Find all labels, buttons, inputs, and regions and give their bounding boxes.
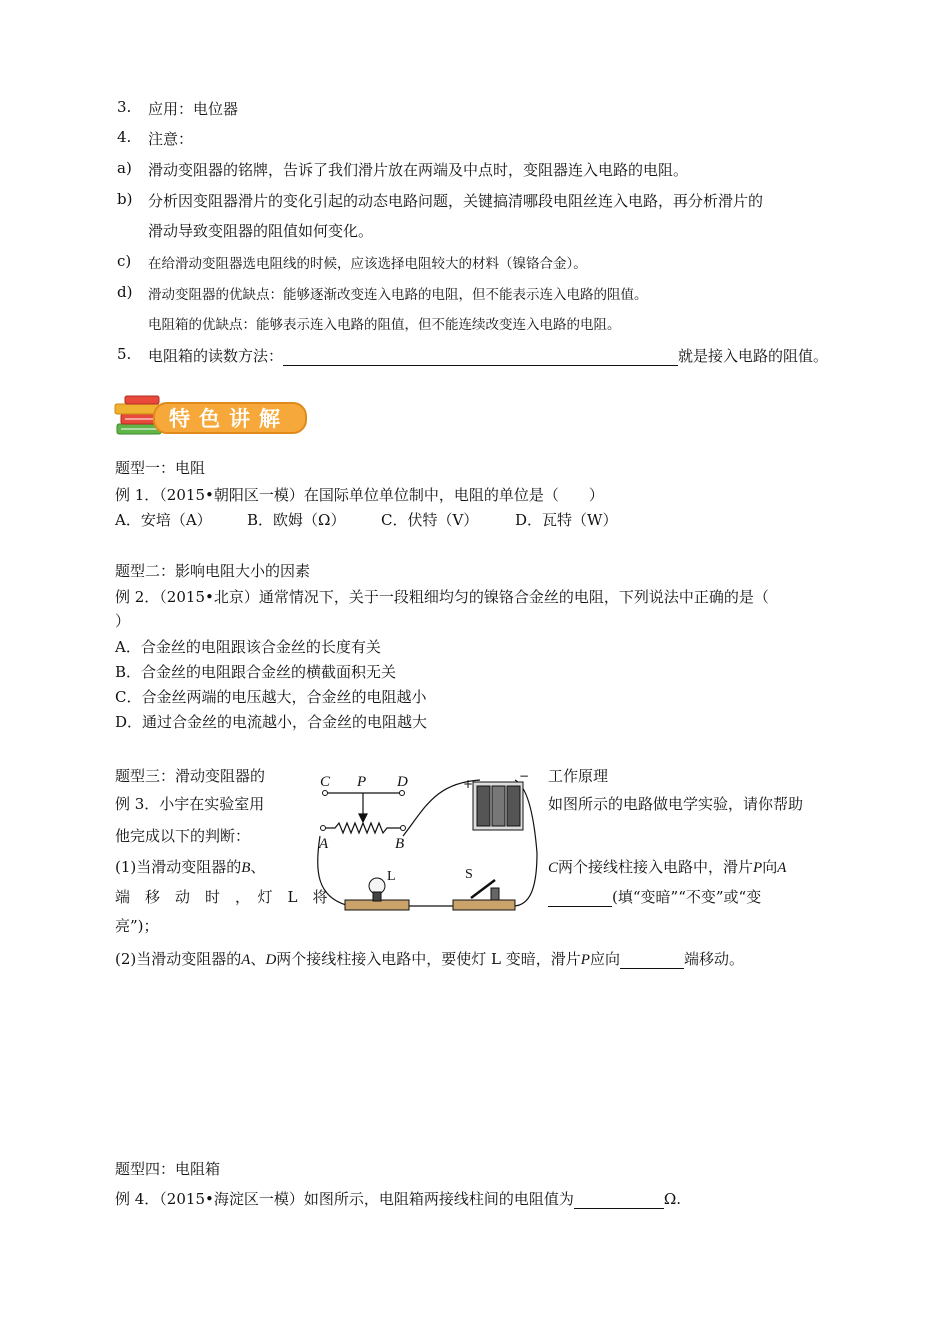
banner-title: 特色讲解 — [169, 407, 289, 431]
type3-part1-line2-cont — [548, 886, 761, 907]
type3-question: 例 3．小宇在实验室用 — [115, 795, 265, 813]
part2-text-3: 应向 — [589, 950, 620, 968]
switch-icon — [453, 867, 515, 910]
answer-blank[interactable] — [548, 888, 612, 907]
part2-text-4: 端移动。 — [683, 950, 744, 968]
type1-option-b: B．欧姆（Ω） — [247, 511, 346, 529]
fill-hint: (填“变暗”“不变”或“变 — [612, 888, 762, 906]
type3-part1-line3: 亮”)； — [115, 917, 159, 935]
terminal — [323, 791, 328, 796]
item-letter: c) — [117, 252, 132, 270]
type3-part1 — [115, 856, 265, 877]
lamp-icon — [345, 869, 409, 910]
label-a: A — [319, 836, 329, 852]
label-b: B — [395, 836, 405, 852]
type3-part2 — [115, 948, 744, 969]
type4-question — [115, 1188, 681, 1209]
section-banner — [113, 394, 313, 442]
type3-part1-cont — [548, 856, 786, 877]
part1-text-3: 向 — [762, 858, 778, 876]
answer-blank[interactable] — [574, 1190, 664, 1209]
type1-option-d: D．瓦特（W） — [515, 511, 618, 529]
item-letter: a) — [117, 159, 132, 177]
note-b-cont: 滑动导致变阻器的阻值如何变化。 — [148, 222, 374, 240]
battery-icon — [463, 769, 529, 830]
part2-text: (2)当滑动变阻器的 — [115, 950, 242, 968]
type2-option-a: A．合金丝的电阻跟该合金丝的长度有关 — [115, 638, 381, 656]
terminal — [400, 791, 405, 796]
label-s: S — [465, 867, 473, 882]
item-number: 3. — [117, 98, 132, 116]
var-a: A — [241, 952, 251, 968]
var-b: B — [241, 860, 251, 876]
type3-title: 题型三：滑动变阻器的 — [115, 767, 266, 785]
answer-blank[interactable] — [283, 347, 678, 366]
reading-method-suffix: 就是接入电路的阻值。 — [678, 347, 829, 365]
reading-method-label: 电阻箱的读数方法： — [148, 347, 284, 365]
type1-title: 题型一：电阻 — [115, 459, 206, 477]
type2-option-b: B．合金丝的电阻跟合金丝的横截面积无关 — [115, 663, 397, 681]
type4-question-text: 例 4．（2015•海淀区一模）如图所示，电阻箱两接线柱间的电阻值为 — [115, 1190, 574, 1208]
plus-sign: + — [463, 777, 474, 791]
part1-text-2: 两个接线柱接入电路中，滑片 — [558, 858, 754, 876]
type3-question-line2: 他完成以下的判断： — [115, 827, 251, 845]
note-attention: 注意： — [148, 130, 194, 148]
label-d: D — [397, 774, 408, 790]
type2-option-c: C．合金丝两端的电压越大，合金丝的电阻越小 — [115, 688, 427, 706]
part1-text: (1)当滑动变阻器的 — [115, 858, 242, 876]
minus-sign: − — [519, 769, 530, 783]
label-l: L — [387, 869, 396, 884]
terminal — [401, 826, 406, 831]
type1-option-c: C．伏特（V） — [381, 511, 479, 529]
type1-option-a: A．安培（A） — [115, 511, 212, 529]
item-number: 4. — [117, 128, 132, 146]
ohm-unit: Ω. — [663, 1190, 682, 1208]
type3-part1-line2: 端 移 动 时 ， 灯 L 将 — [115, 888, 328, 906]
type1-question: 例 1．（2015•朝阳区一模）在国际单位单位制中，电阻的单位是（ ） — [115, 486, 604, 504]
item-letter: b) — [117, 190, 133, 208]
part1-sep: 、 — [250, 858, 266, 876]
note-a: 滑动变阻器的铭牌，告诉了我们滑片放在两端及中点时，变阻器连入电路的电阻。 — [148, 161, 689, 179]
label-p: P — [357, 774, 367, 790]
type2-question-cont: ） — [115, 612, 131, 630]
note-d-cont: 电阻箱的优缺点：能够表示连入电路的阻值，但不能连续改变连入电路的电阻。 — [148, 317, 621, 333]
var-p: P — [753, 860, 763, 876]
part2-sep: 、 — [250, 950, 266, 968]
terminal — [321, 826, 326, 831]
var-d: D — [265, 952, 277, 968]
item-number: 5. — [117, 345, 132, 363]
type4-title: 题型四：电阻箱 — [115, 1160, 221, 1178]
type2-question: 例 2．（2015•北京）通常情况下，关于一段粗细均匀的镍铬合金丝的电阻，下列说法中正确的是（ — [115, 588, 769, 606]
type2-option-d: D．通过合金丝的电流越小，合金丝的电阻越大 — [115, 713, 428, 731]
var-a: A — [777, 860, 787, 876]
var-c: C — [548, 860, 559, 876]
answer-blank[interactable] — [620, 950, 684, 969]
note-reading-method — [148, 345, 828, 366]
note-d: 滑动变阻器的优缺点：能够逐渐改变连入电路的电阻，但不能表示连入电路的阻值。 — [148, 287, 648, 303]
type3-question-cont: 如图所示的电路做电学实验，请你帮助 — [548, 795, 804, 813]
note-application: 应用：电位器 — [148, 100, 239, 118]
part2-text-2: 两个接线柱接入电路中，要使灯 L 变暗，滑片 — [276, 950, 581, 968]
type3-title-cont: 工作原理 — [548, 767, 609, 785]
note-b: 分析因变阻器滑片的变化引起的动态电路问题，关键搞清哪段电阻丝连入电路，再分析滑片的 — [148, 192, 764, 210]
label-c: C — [320, 774, 331, 790]
var-p: P — [580, 952, 590, 968]
item-letter: d) — [117, 283, 133, 301]
circuit-diagram — [305, 768, 540, 920]
note-c: 在给滑动变阻器选电阻线的时候，应该选择电阻较大的材料（镍铬合金）。 — [148, 256, 587, 272]
type2-title: 题型二：影响电阻大小的因素 — [115, 562, 311, 580]
